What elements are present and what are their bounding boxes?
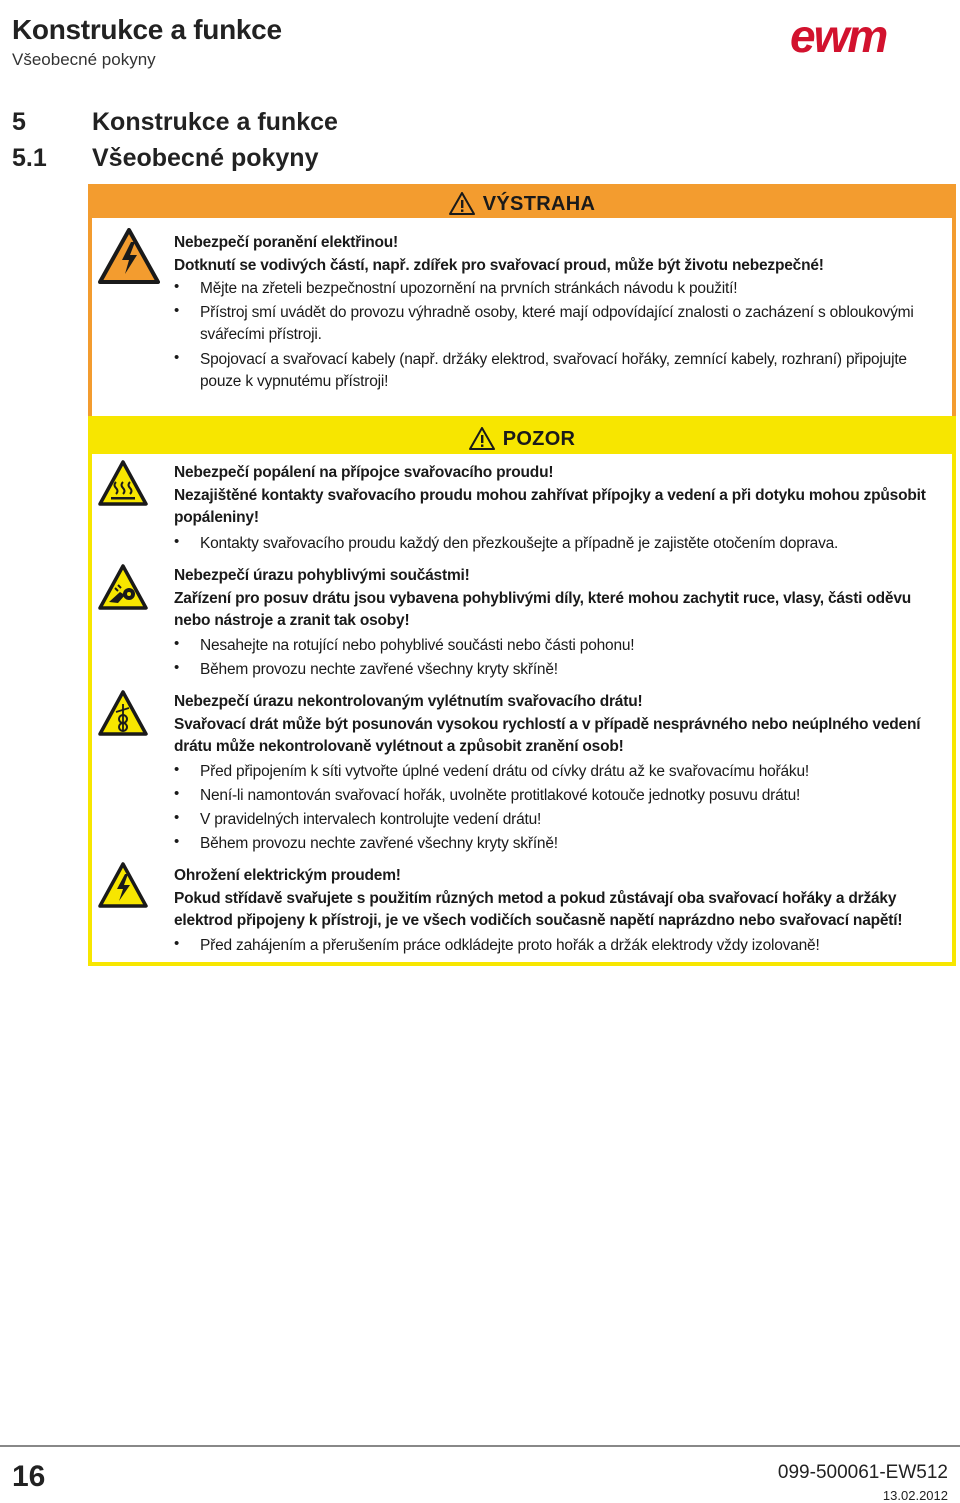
footer-divider bbox=[0, 1445, 960, 1447]
caution-line-6: nebo nástroje a zranit tak osoby! bbox=[174, 612, 410, 629]
caution-line-2: popáleniny! bbox=[174, 509, 259, 526]
caution-line-15: Během provozu nechte zavřené všechny kryty skříně! bbox=[200, 835, 558, 852]
electric-shock-warning-icon bbox=[98, 228, 160, 284]
warning-line-1: Dotknutí se vodivých částí, např. zdířek pro svařovací proud, může být životu nebezpečné! bbox=[174, 257, 824, 274]
logo-text: ewm bbox=[790, 12, 887, 58]
caution-line-11: drátu může nekontrolovaně vylétnout a způsobit zranění osob! bbox=[174, 738, 624, 755]
electric-shock-warning-icon bbox=[98, 862, 148, 908]
caution-line-12: Před připojením k síti vytvořte úplné vedení drátu od cívky drátu až ke svařovacímu hořáku! bbox=[200, 763, 809, 780]
bullet: • bbox=[174, 809, 180, 826]
crushing-hand-warning-icon bbox=[98, 564, 148, 610]
caution-line-7: Nesahejte na rotující nebo pohyblivé součásti nebo části pohonu! bbox=[200, 637, 635, 654]
header-subtitle: Všeobecné pokyny bbox=[12, 50, 156, 69]
warning-triangle-icon bbox=[469, 427, 495, 450]
caution-line-16: Ohrožení elektrickým proudem! bbox=[174, 867, 401, 884]
warning-line-4: svářecími přístroji. bbox=[200, 326, 322, 343]
bullet: • bbox=[174, 349, 180, 366]
caution-line-10: Svařovací drát může být posunován vysokou rychlostí a v případě nesprávného nebo neúplného vedení bbox=[174, 716, 921, 733]
warning-line-6: pouze k vypnutému přístroji! bbox=[200, 373, 389, 390]
warning-signal: VÝSTRAHA bbox=[92, 192, 952, 216]
hot-surface-warning-icon bbox=[98, 460, 148, 506]
bullet: • bbox=[174, 785, 180, 802]
bullet: • bbox=[174, 761, 180, 778]
bullet: • bbox=[174, 278, 180, 295]
caution-line-5: Zařízení pro posuv drátu jsou vybavena pohyblivými díly, které mohou zachytit ruce, vlasy, části oděvu bbox=[174, 590, 912, 607]
caution-line-3: Kontakty svařovacího proudu každý den přezkoušejte a případně je zajistěte otočením doprava. bbox=[200, 535, 839, 552]
bullet: • bbox=[174, 935, 180, 952]
warning-triangle-icon bbox=[449, 192, 475, 215]
page-number: 16 bbox=[12, 1460, 46, 1493]
caution-line-14: V pravidelných intervalech kontrolujte vedení drátu! bbox=[200, 811, 542, 828]
bullet: • bbox=[174, 833, 180, 850]
bullet: • bbox=[174, 635, 180, 652]
bullet: • bbox=[174, 659, 180, 676]
ewm-logo bbox=[790, 12, 935, 58]
caution-line-8: Během provozu nechte zavřené všechny kryty skříně! bbox=[200, 661, 558, 678]
bullet: • bbox=[174, 533, 180, 550]
warning-line-5: Spojovací a svařovací kabely (např. držáky elektrod, svařovací hořáky, zemnící kabely, rozhraní) připojujte bbox=[200, 351, 907, 368]
caution-line-0: Nebezpečí popálení na přípojce svařovacího proudu! bbox=[174, 464, 554, 481]
bullet: • bbox=[174, 302, 180, 319]
document-date: 13.02.2012 bbox=[882, 1488, 948, 1503]
caution-line-19: Před zahájením a přerušením práce odkládejte proto hořák a držák elektrody vždy izolovaně! bbox=[200, 937, 820, 954]
caution-line-4: Nebezpečí úrazu pohyblivými součástmi! bbox=[174, 567, 470, 584]
header-title: Konstrukce a funkce bbox=[12, 14, 282, 45]
wire-feed-warning-icon bbox=[98, 690, 148, 736]
caution-line-17: Pokud střídavě svařujete s použitím různých metod a pokud zůstávají oba svařovací hořáky a držáky bbox=[174, 890, 897, 907]
warning-line-2: Mějte na zřeteli bezpečnostní upozornění na prvních stránkách návodu k použití! bbox=[200, 280, 738, 297]
caution-signal: POZOR bbox=[92, 427, 952, 451]
caution-line-1: Nezajištěné kontakty svařovacího proudu mohou zahřívat přípojky a vedení a při dotyku mohou způsobit bbox=[174, 487, 926, 504]
document-id: 099-500061-EW512 bbox=[777, 1462, 948, 1483]
caution-line-18: elektrod připojeny k přístroji, je ve všech vodičích současně napětí naprázdno nebo svařovací napětí! bbox=[174, 912, 903, 929]
warning-line-3: Přístroj smí uvádět do provozu výhradně osoby, které mají odpovídající znalosti o zacházení s obloukovými bbox=[200, 304, 914, 321]
caution-line-13: Není-li namontován svařovací hořák, uvolněte protitlakové kotouče jednotky posuvu drátu! bbox=[200, 787, 801, 804]
caution-line-9: Nebezpečí úrazu nekontrolovaným vylétnutím svařovacího drátu! bbox=[174, 693, 643, 710]
warning-line-0: Nebezpečí poranění elektřinou! bbox=[174, 234, 398, 251]
